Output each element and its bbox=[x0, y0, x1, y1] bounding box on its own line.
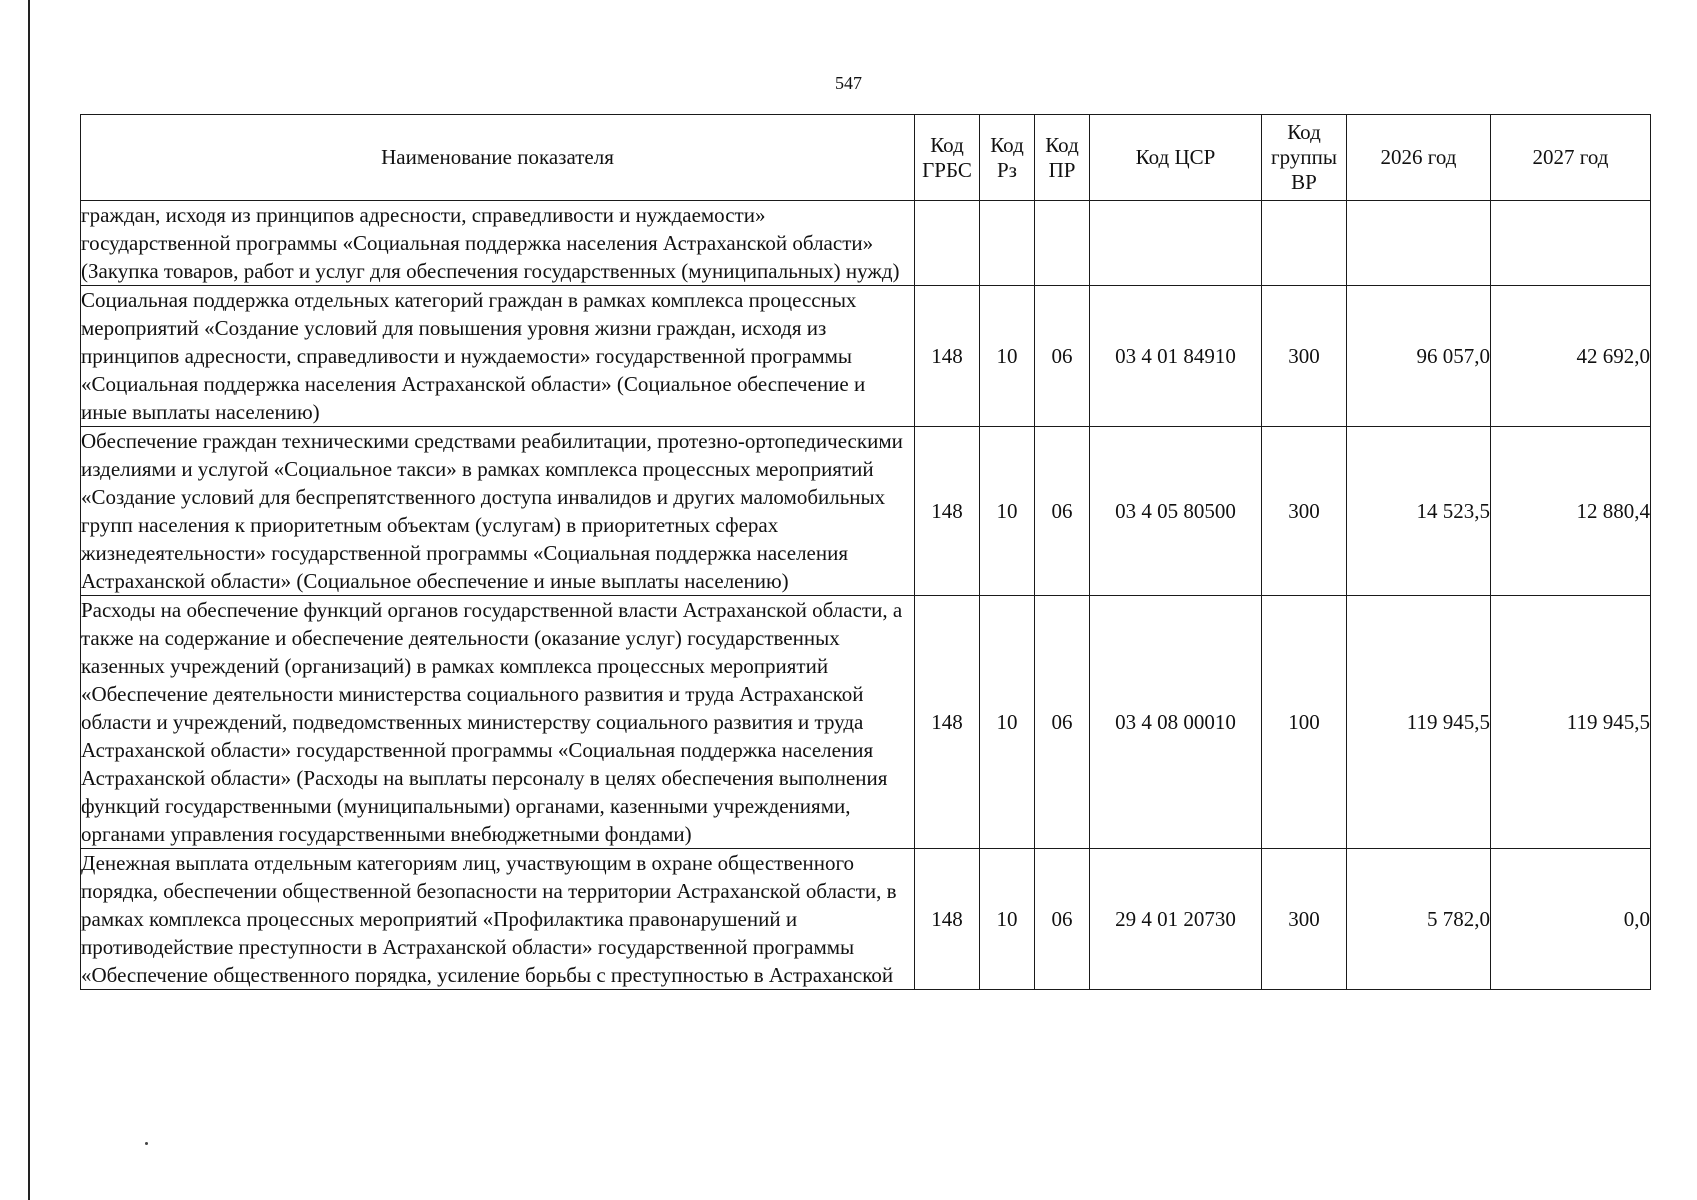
table-row bbox=[81, 849, 1651, 990]
header-2026-label: 2026 год bbox=[1380, 145, 1457, 169]
row-name: Расходы на обеспечение функций органов государственной власти Астраханской области, а также на содержание и обеспечение деятельности (оказание услуг) государственных казенных учреждений (организаций) в рамках комплекса процессных мероприятий «Обеспечение деятельности министерства социального развития и труда Астраханской области и учреждений, подведомственных министерству социального развития и труда Астраханской области» государственной программы «Социальная поддержка населения Астраханской области» (Расходы на выплаты персоналу в целях обеспечения выполнения функций государственными (муниципальными) органами, казенными учреждениями, органами управления государственными внебюджетными фондами) bbox=[81, 596, 915, 849]
row-2026 bbox=[1347, 201, 1491, 286]
header-rz-line1: Код bbox=[990, 132, 1024, 157]
row-vr: 300 bbox=[1262, 849, 1347, 990]
header-name bbox=[81, 115, 915, 201]
header-name-label: Наименование показателя bbox=[381, 145, 614, 169]
page-number: 547 bbox=[835, 73, 862, 93]
header-2027-label: 2027 год bbox=[1532, 145, 1609, 169]
header-grbs-line1: Код bbox=[930, 132, 964, 157]
row-2026: 119 945,5 bbox=[1347, 596, 1491, 849]
header-pr bbox=[1035, 115, 1090, 201]
row-2026: 5 782,0 bbox=[1347, 849, 1491, 990]
table-header-row bbox=[81, 115, 1651, 201]
header-2027 bbox=[1491, 115, 1651, 201]
row-grbs: 148 bbox=[915, 286, 980, 427]
row-rz: 10 bbox=[980, 596, 1035, 849]
row-csr: 03 4 01 84910 bbox=[1090, 286, 1262, 427]
table-row bbox=[81, 427, 1651, 596]
row-2027: 12 880,4 bbox=[1491, 427, 1651, 596]
row-2026: 96 057,0 bbox=[1347, 286, 1491, 427]
row-pr: 06 bbox=[1035, 286, 1090, 427]
row-vr bbox=[1262, 201, 1347, 286]
header-pr-line2: ПР bbox=[1048, 157, 1076, 182]
row-rz bbox=[980, 201, 1035, 286]
binding-edge-line bbox=[28, 0, 30, 1200]
row-rz: 10 bbox=[980, 286, 1035, 427]
header-vr-line3: ВР bbox=[1291, 170, 1317, 194]
header-pr-line1: Код bbox=[1045, 132, 1079, 157]
row-pr: 06 bbox=[1035, 849, 1090, 990]
header-grbs-line2: ГРБС bbox=[922, 157, 972, 182]
row-grbs: 148 bbox=[915, 849, 980, 990]
row-pr bbox=[1035, 201, 1090, 286]
row-csr: 29 4 01 20730 bbox=[1090, 849, 1262, 990]
row-vr: 100 bbox=[1262, 596, 1347, 849]
row-name: Денежная выплата отдельным категориям лиц, участвующим в охране общественного порядка, обеспечении общественной безопасности на территории Астраханской области, в рамках комплекса процессных мероприятий «Профилактика правонарушений и противодействие преступности в Астраханской области» государственной программы «Обеспечение общественного порядка, усиление борьбы с преступностью в Астраханской bbox=[81, 849, 915, 990]
row-pr: 06 bbox=[1035, 427, 1090, 596]
table-row bbox=[81, 201, 1651, 286]
header-grbs bbox=[915, 115, 980, 201]
row-csr bbox=[1090, 201, 1262, 286]
row-rz: 10 bbox=[980, 427, 1035, 596]
table-row bbox=[81, 596, 1651, 849]
row-name: Социальная поддержка отдельных категорий граждан в рамках комплекса процессных мероприятий «Создание условий для повышения уровня жизни граждан, исходя из принципов адресности, справедливости и нуждаемости» государственной программы «Социальная поддержка населения Астраханской области» (Социальное обеспечение и иные выплаты населению) bbox=[81, 286, 915, 427]
row-name: Обеспечение граждан техническими средствами реабилитации, протезно-ортопедическими изделиями и услугой «Социальное такси» в рамках комплекса процессных мероприятий «Создание условий для беспрепятственного доступа инвалидов и других маломобильных групп населения к приоритетным объектам (услугам) в приоритетных сферах жизнедеятельности» государственной программы «Социальная поддержка населения Астраханской области» (Социальное обеспечение и иные выплаты населению) bbox=[81, 427, 915, 596]
header-vr bbox=[1262, 115, 1347, 201]
table-row bbox=[81, 286, 1651, 427]
row-vr: 300 bbox=[1262, 427, 1347, 596]
header-rz-line2: Рз bbox=[997, 157, 1017, 182]
row-rz: 10 bbox=[980, 849, 1035, 990]
row-grbs: 148 bbox=[915, 427, 980, 596]
row-grbs: 148 bbox=[915, 596, 980, 849]
row-csr: 03 4 05 80500 bbox=[1090, 427, 1262, 596]
header-2026 bbox=[1347, 115, 1491, 201]
row-2027: 119 945,5 bbox=[1491, 596, 1651, 849]
header-vr-line1: Код bbox=[1287, 120, 1321, 144]
header-csr bbox=[1090, 115, 1262, 201]
scan-speck bbox=[145, 1142, 148, 1145]
row-csr: 03 4 08 00010 bbox=[1090, 596, 1262, 849]
row-2026: 14 523,5 bbox=[1347, 427, 1491, 596]
row-name: граждан, исходя из принципов адресности, справедливости и нуждаемости» государственной программы «Социальная поддержка населения Астраханской области» (Закупка товаров, работ и услуг для обеспечения государственных (муниципальных) нужд) bbox=[81, 201, 915, 286]
header-vr-line2: группы bbox=[1271, 145, 1337, 169]
row-2027: 42 692,0 bbox=[1491, 286, 1651, 427]
row-pr: 06 bbox=[1035, 596, 1090, 849]
row-vr: 300 bbox=[1262, 286, 1347, 427]
budget-table bbox=[80, 114, 1651, 990]
row-2027 bbox=[1491, 201, 1651, 286]
row-2027: 0,0 bbox=[1491, 849, 1651, 990]
row-grbs bbox=[915, 201, 980, 286]
header-rz bbox=[980, 115, 1035, 201]
header-csr-label: Код ЦСР bbox=[1135, 145, 1216, 169]
